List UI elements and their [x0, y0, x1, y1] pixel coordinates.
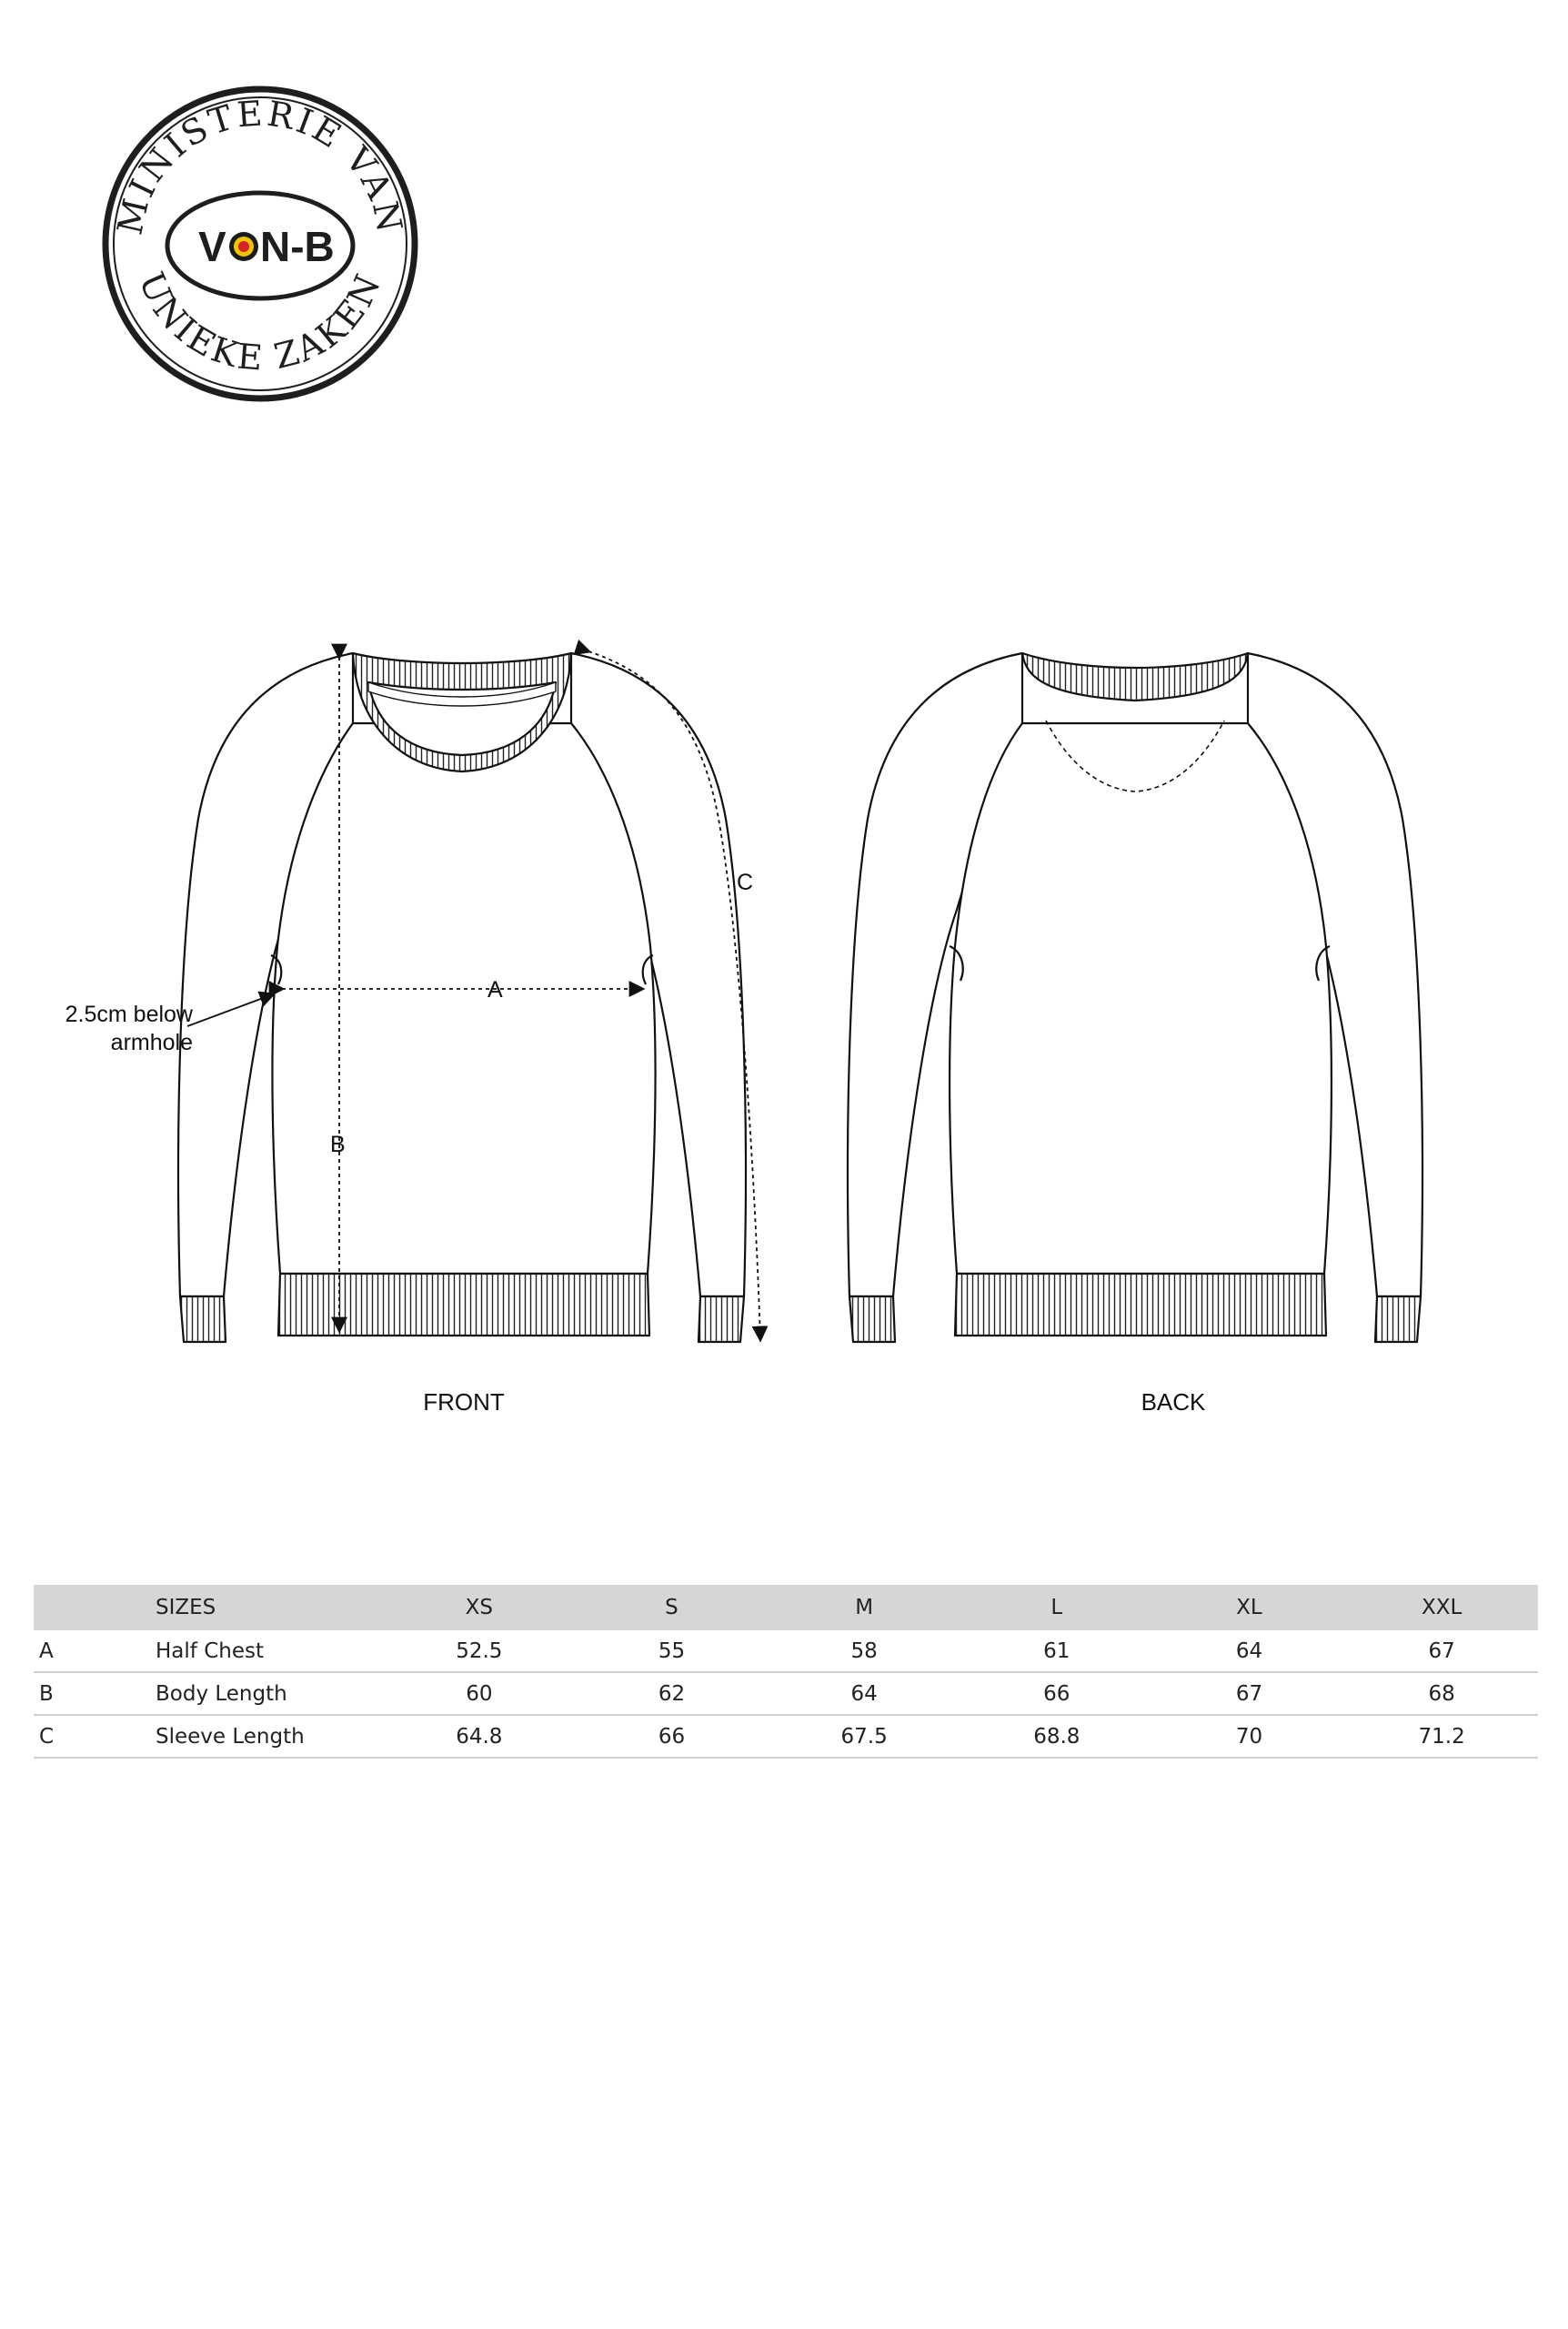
table-cell: 66 [576, 1715, 769, 1758]
table-cell: 58 [768, 1630, 960, 1672]
size-header-xl: XL [1236, 1596, 1262, 1619]
table-cell: 64 [1153, 1630, 1346, 1672]
row-measurement-name: Half Chest [156, 1630, 383, 1672]
table-cell: 61 [960, 1630, 1153, 1672]
back-left-cuff [849, 1296, 895, 1342]
sweatshirt-technical-drawing [0, 628, 1568, 1447]
table-cell: 67.5 [768, 1715, 960, 1758]
row-key: B [34, 1672, 156, 1715]
back-view [848, 653, 1422, 1342]
wordmark-letters-nb: N-B [260, 223, 335, 270]
table-cell: 67 [1345, 1630, 1538, 1672]
table-row [34, 1630, 1538, 1672]
front-body [272, 723, 655, 1274]
header-sizes-label: SIZES [156, 1596, 216, 1619]
size-header-xs: XS [465, 1596, 493, 1619]
front-left-cuff [180, 1296, 226, 1342]
back-body [950, 723, 1332, 1274]
table-cell: 62 [576, 1672, 769, 1715]
table-row [34, 1715, 1538, 1758]
row-measurement-name: Sleeve Length [156, 1715, 383, 1758]
row-measurement-name: Body Length [156, 1672, 383, 1715]
table-cell: 71.2 [1345, 1715, 1538, 1758]
stamp-center-wordmark [198, 223, 335, 270]
stamp-text-top: MINISTERIE VAN [109, 93, 411, 238]
table-cell: 68 [1345, 1672, 1538, 1715]
brand-stamp-logo [98, 82, 422, 406]
table-cell: 52.5 [383, 1630, 576, 1672]
armhole-note-line-1: 2.5cm below [65, 1002, 193, 1027]
dimension-label-a: A [487, 977, 503, 1003]
table-cell: 64 [768, 1672, 960, 1715]
table-row [34, 1672, 1538, 1715]
front-hem-rib [278, 1274, 649, 1336]
table-cell: 64.8 [383, 1715, 576, 1758]
back-hem-rib [955, 1274, 1326, 1336]
size-table-header-row [34, 1585, 1538, 1630]
size-table [34, 1585, 1538, 1759]
stamp-text-bottom: UNIEKE ZAKEN [131, 266, 389, 378]
table-cell: 70 [1153, 1715, 1346, 1758]
back-neck-rib [1022, 653, 1248, 701]
target-roundel-icon [229, 232, 258, 261]
table-cell: 67 [1153, 1672, 1346, 1715]
armhole-measurement-note [40, 1001, 193, 1058]
size-header-m: M [855, 1596, 874, 1619]
back-right-cuff [1375, 1296, 1421, 1342]
table-cell: 60 [383, 1672, 576, 1715]
armhole-note-line-2: armhole [110, 1030, 193, 1056]
header-key-cell [34, 1585, 156, 1630]
front-right-cuff [699, 1296, 744, 1342]
dimension-label-c: C [737, 870, 754, 895]
table-cell: 68.8 [960, 1715, 1153, 1758]
table-cell: 55 [576, 1630, 769, 1672]
size-header-l: L [1050, 1596, 1063, 1619]
front-view-caption: FRONT [423, 1388, 505, 1416]
wordmark-letter-v: V [198, 223, 226, 270]
row-key: A [34, 1630, 156, 1672]
table-cell: 66 [960, 1672, 1153, 1715]
dimension-label-b: B [330, 1132, 346, 1157]
row-key: C [34, 1715, 156, 1758]
size-header-xxl: XXL [1421, 1596, 1462, 1619]
size-header-s: S [665, 1596, 678, 1619]
back-view-caption: BACK [1141, 1388, 1206, 1416]
